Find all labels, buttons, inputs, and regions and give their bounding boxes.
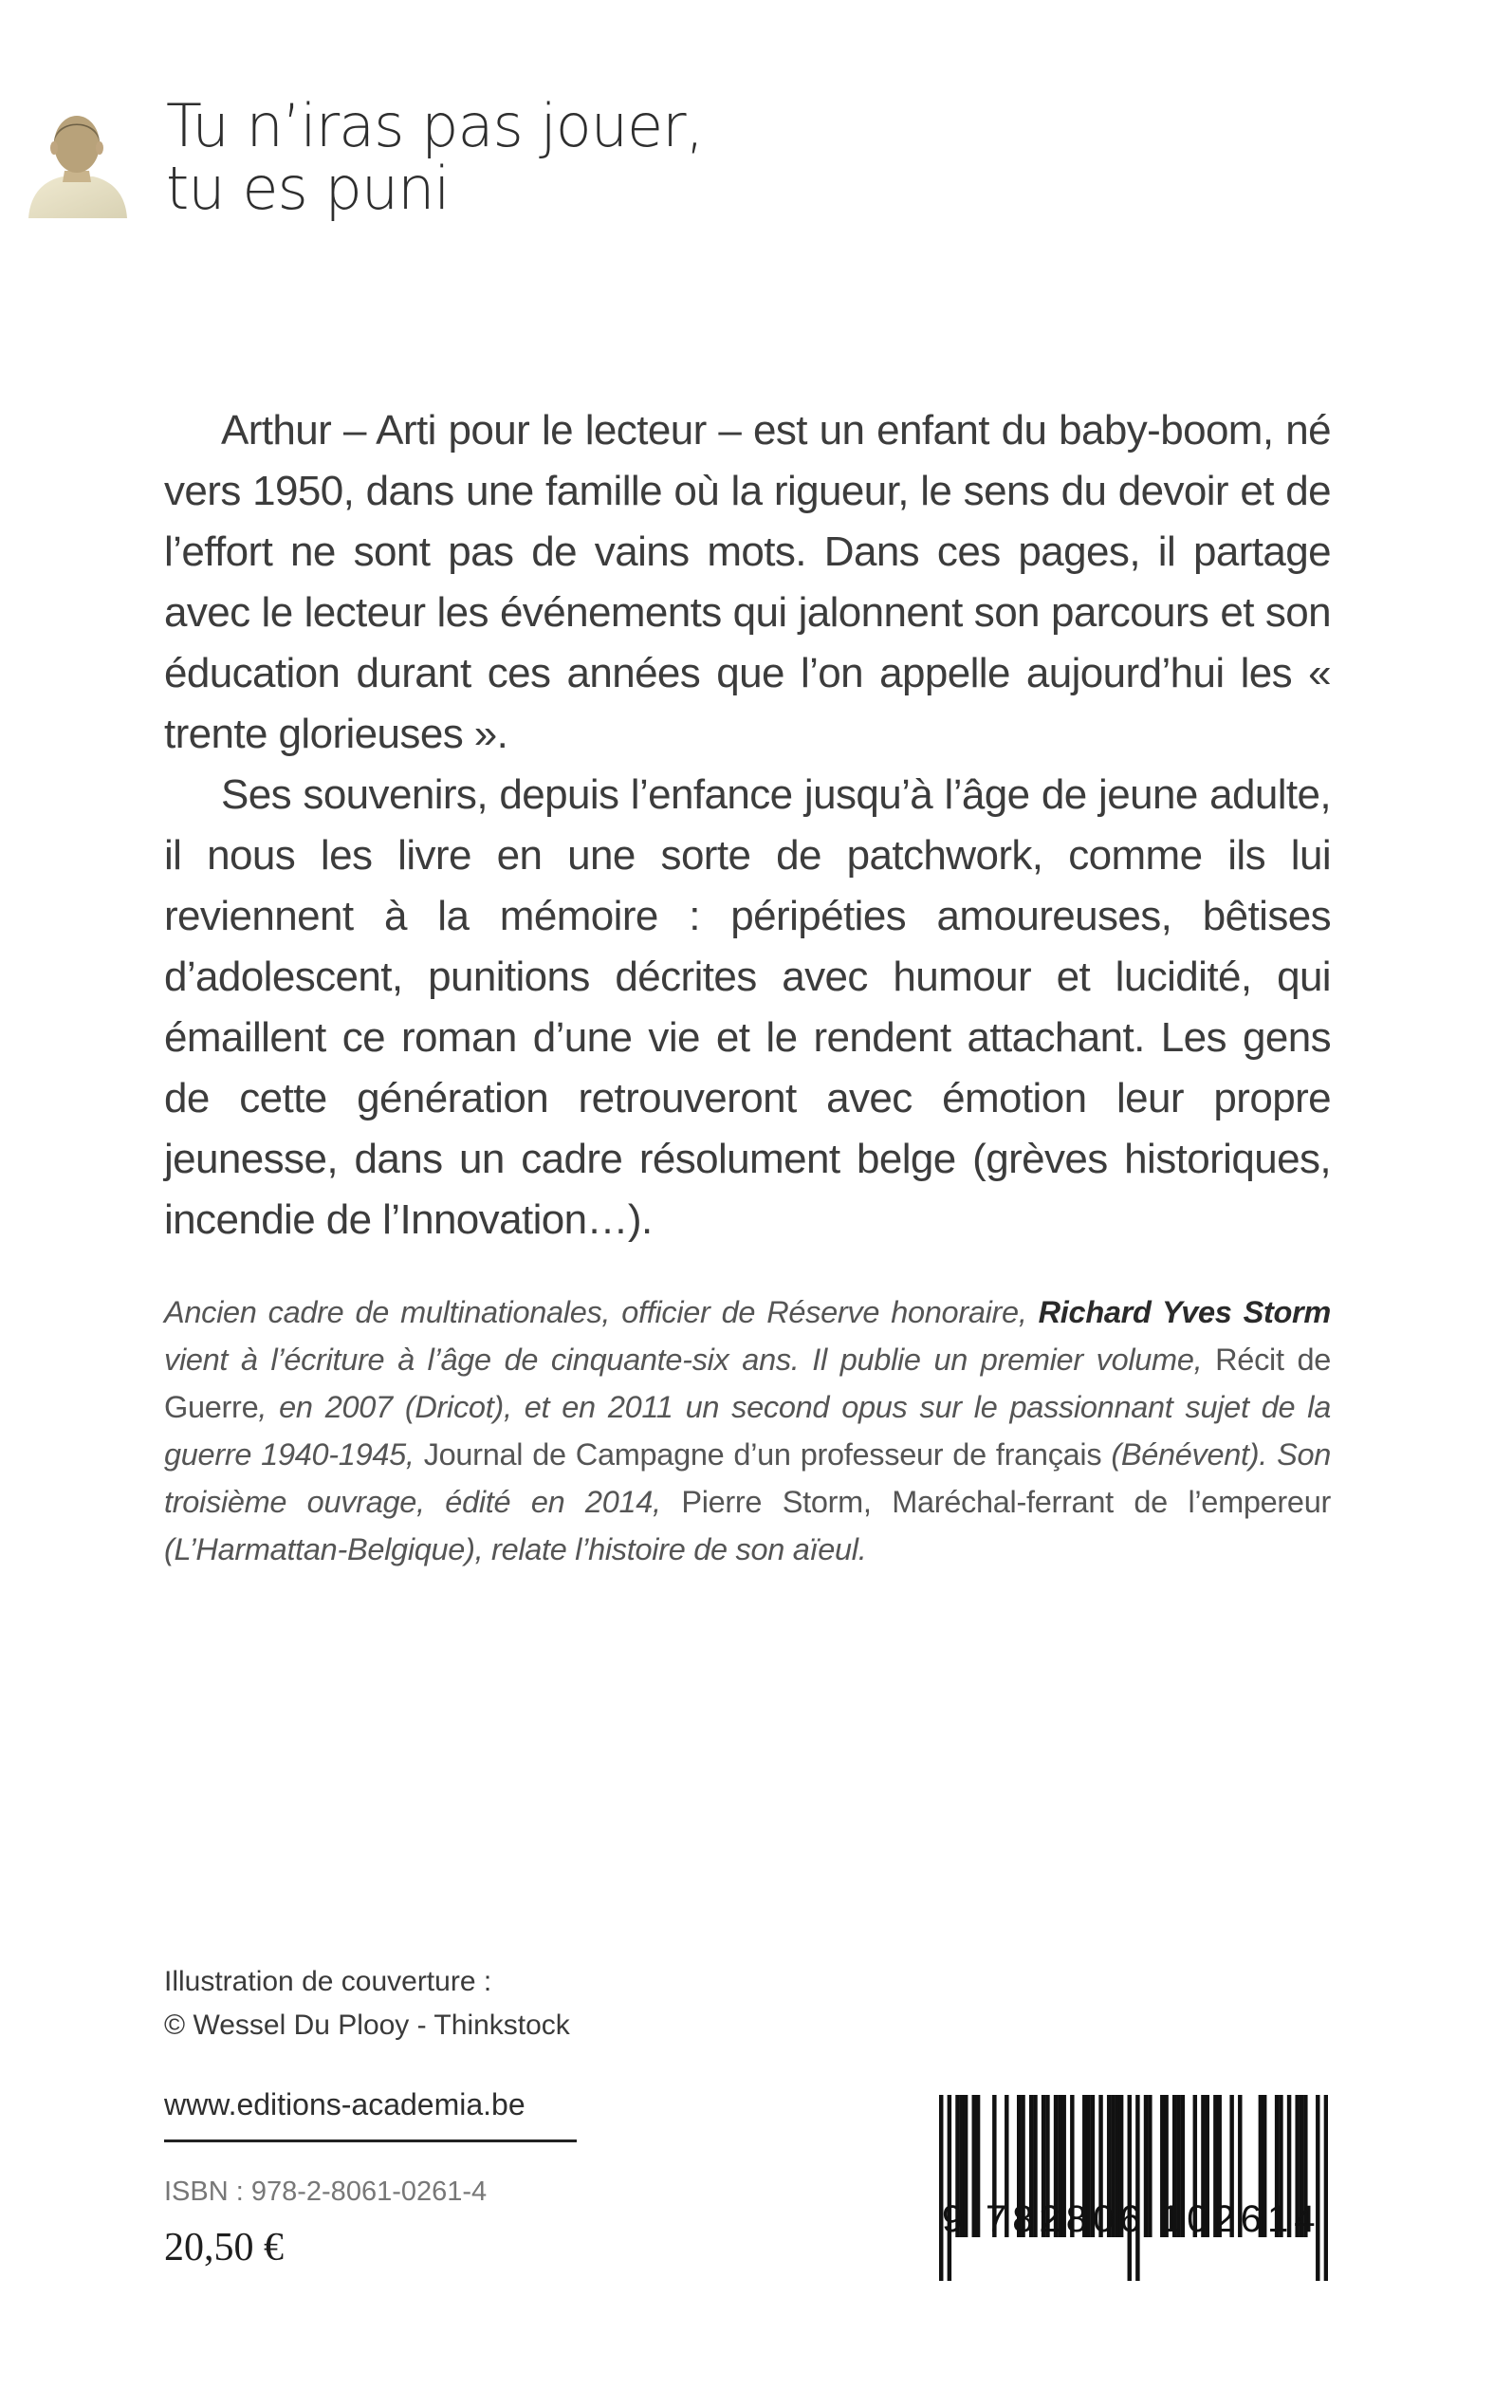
- book-title-line2: tu es puni: [166, 154, 450, 223]
- book-title: [166, 91, 704, 223]
- bio-text: , en 2007 (Dricot), et en 2011 un second opus sur le passionnant sujet de la guerre 1940-1945,: [164, 1390, 1331, 1472]
- barcode: [939, 2095, 1328, 2281]
- barcode-bar: [948, 2095, 951, 2281]
- barcode-bar: [1324, 2095, 1328, 2281]
- isbn: ISBN : 978-2-8061-0261-4: [164, 2176, 488, 2207]
- price: 20,50 €: [164, 2226, 284, 2269]
- illustration-credits: [164, 1960, 570, 2047]
- bio-text: Ancien cadre de multinationales, officier de Réserve honoraire,: [164, 1295, 1039, 1329]
- bio-text: (L’Harmattan-Belgique), relate l’histoire de son aïeul.: [164, 1532, 867, 1566]
- credits-label: Illustration de couverture :: [164, 1966, 492, 1997]
- bio-text: vient à l’écriture à l’âge de cinquante-six ans. Il publie un premier volume,: [164, 1343, 1216, 1377]
- synopsis-paragraph: Arthur – Arti pour le lecteur – est un enfant du baby-boom, né vers 1950, dans une famille où la rigueur, le sens du devoir et de l’effort ne sont pas de vains mots. Dans ces pages, il partage avec le lecteur les événements qui jalonnent son parcours et son éducation durant ces années que l’on appelle aujourd’hui les « trente glorieuses ».: [164, 407, 1331, 757]
- credits-author: © Wessel Du Plooy - Thinkstock: [164, 2010, 570, 2041]
- synopsis-paragraph: Ses souvenirs, depuis l’enfance jusqu’à l’âge de jeune adulte, il nous les livre en une sorte de patchwork, comme ils lui reviennent à la mémoire : péripéties amoureuses, bêtises d’adolescent, punitions décrites avec humour et lucidité, qui émaillent ce roman d’une vie et le rendent attachant. Les gens de cette génération retrouveront avec émotion leur propre jeunesse, dans un cadre résolument belge (grèves historiques, incendie de l’Innovation…).: [164, 771, 1331, 1243]
- synopsis: [164, 400, 1331, 1250]
- barcode-group2: 102614: [1160, 2198, 1321, 2240]
- author-name: Richard Yves Storm: [1038, 1295, 1331, 1329]
- book-title-recit: Récit de Guerre: [164, 1343, 1332, 1424]
- barcode-group1: 782806: [986, 2198, 1147, 2240]
- publisher-website: www.editions-academia.be: [164, 2087, 526, 2121]
- barcode-bar: [1316, 2095, 1319, 2281]
- barcode-bar: [939, 2095, 943, 2281]
- cover-thumbnail-image: [25, 104, 129, 218]
- barcode-first-digit: 9: [942, 2198, 964, 2240]
- barcode-bar: [1135, 2095, 1139, 2281]
- barcode-bar: [1128, 2095, 1132, 2281]
- author-bio: [164, 1288, 1331, 1573]
- barcode-digits: [942, 2198, 1333, 2241]
- book-title-pierre-storm: Pierre Storm, Maréchal-ferrant de l’empereur: [681, 1485, 1331, 1519]
- book-title-line1: Tu n’iras pas jouer,: [166, 91, 704, 160]
- book-title-journal: Journal de Campagne d’un professeur de français: [423, 1437, 1102, 1472]
- divider: [164, 2139, 577, 2142]
- bio-text: (Bénévent). Son troisième ouvrage, édité en 2014,: [164, 1437, 1332, 1519]
